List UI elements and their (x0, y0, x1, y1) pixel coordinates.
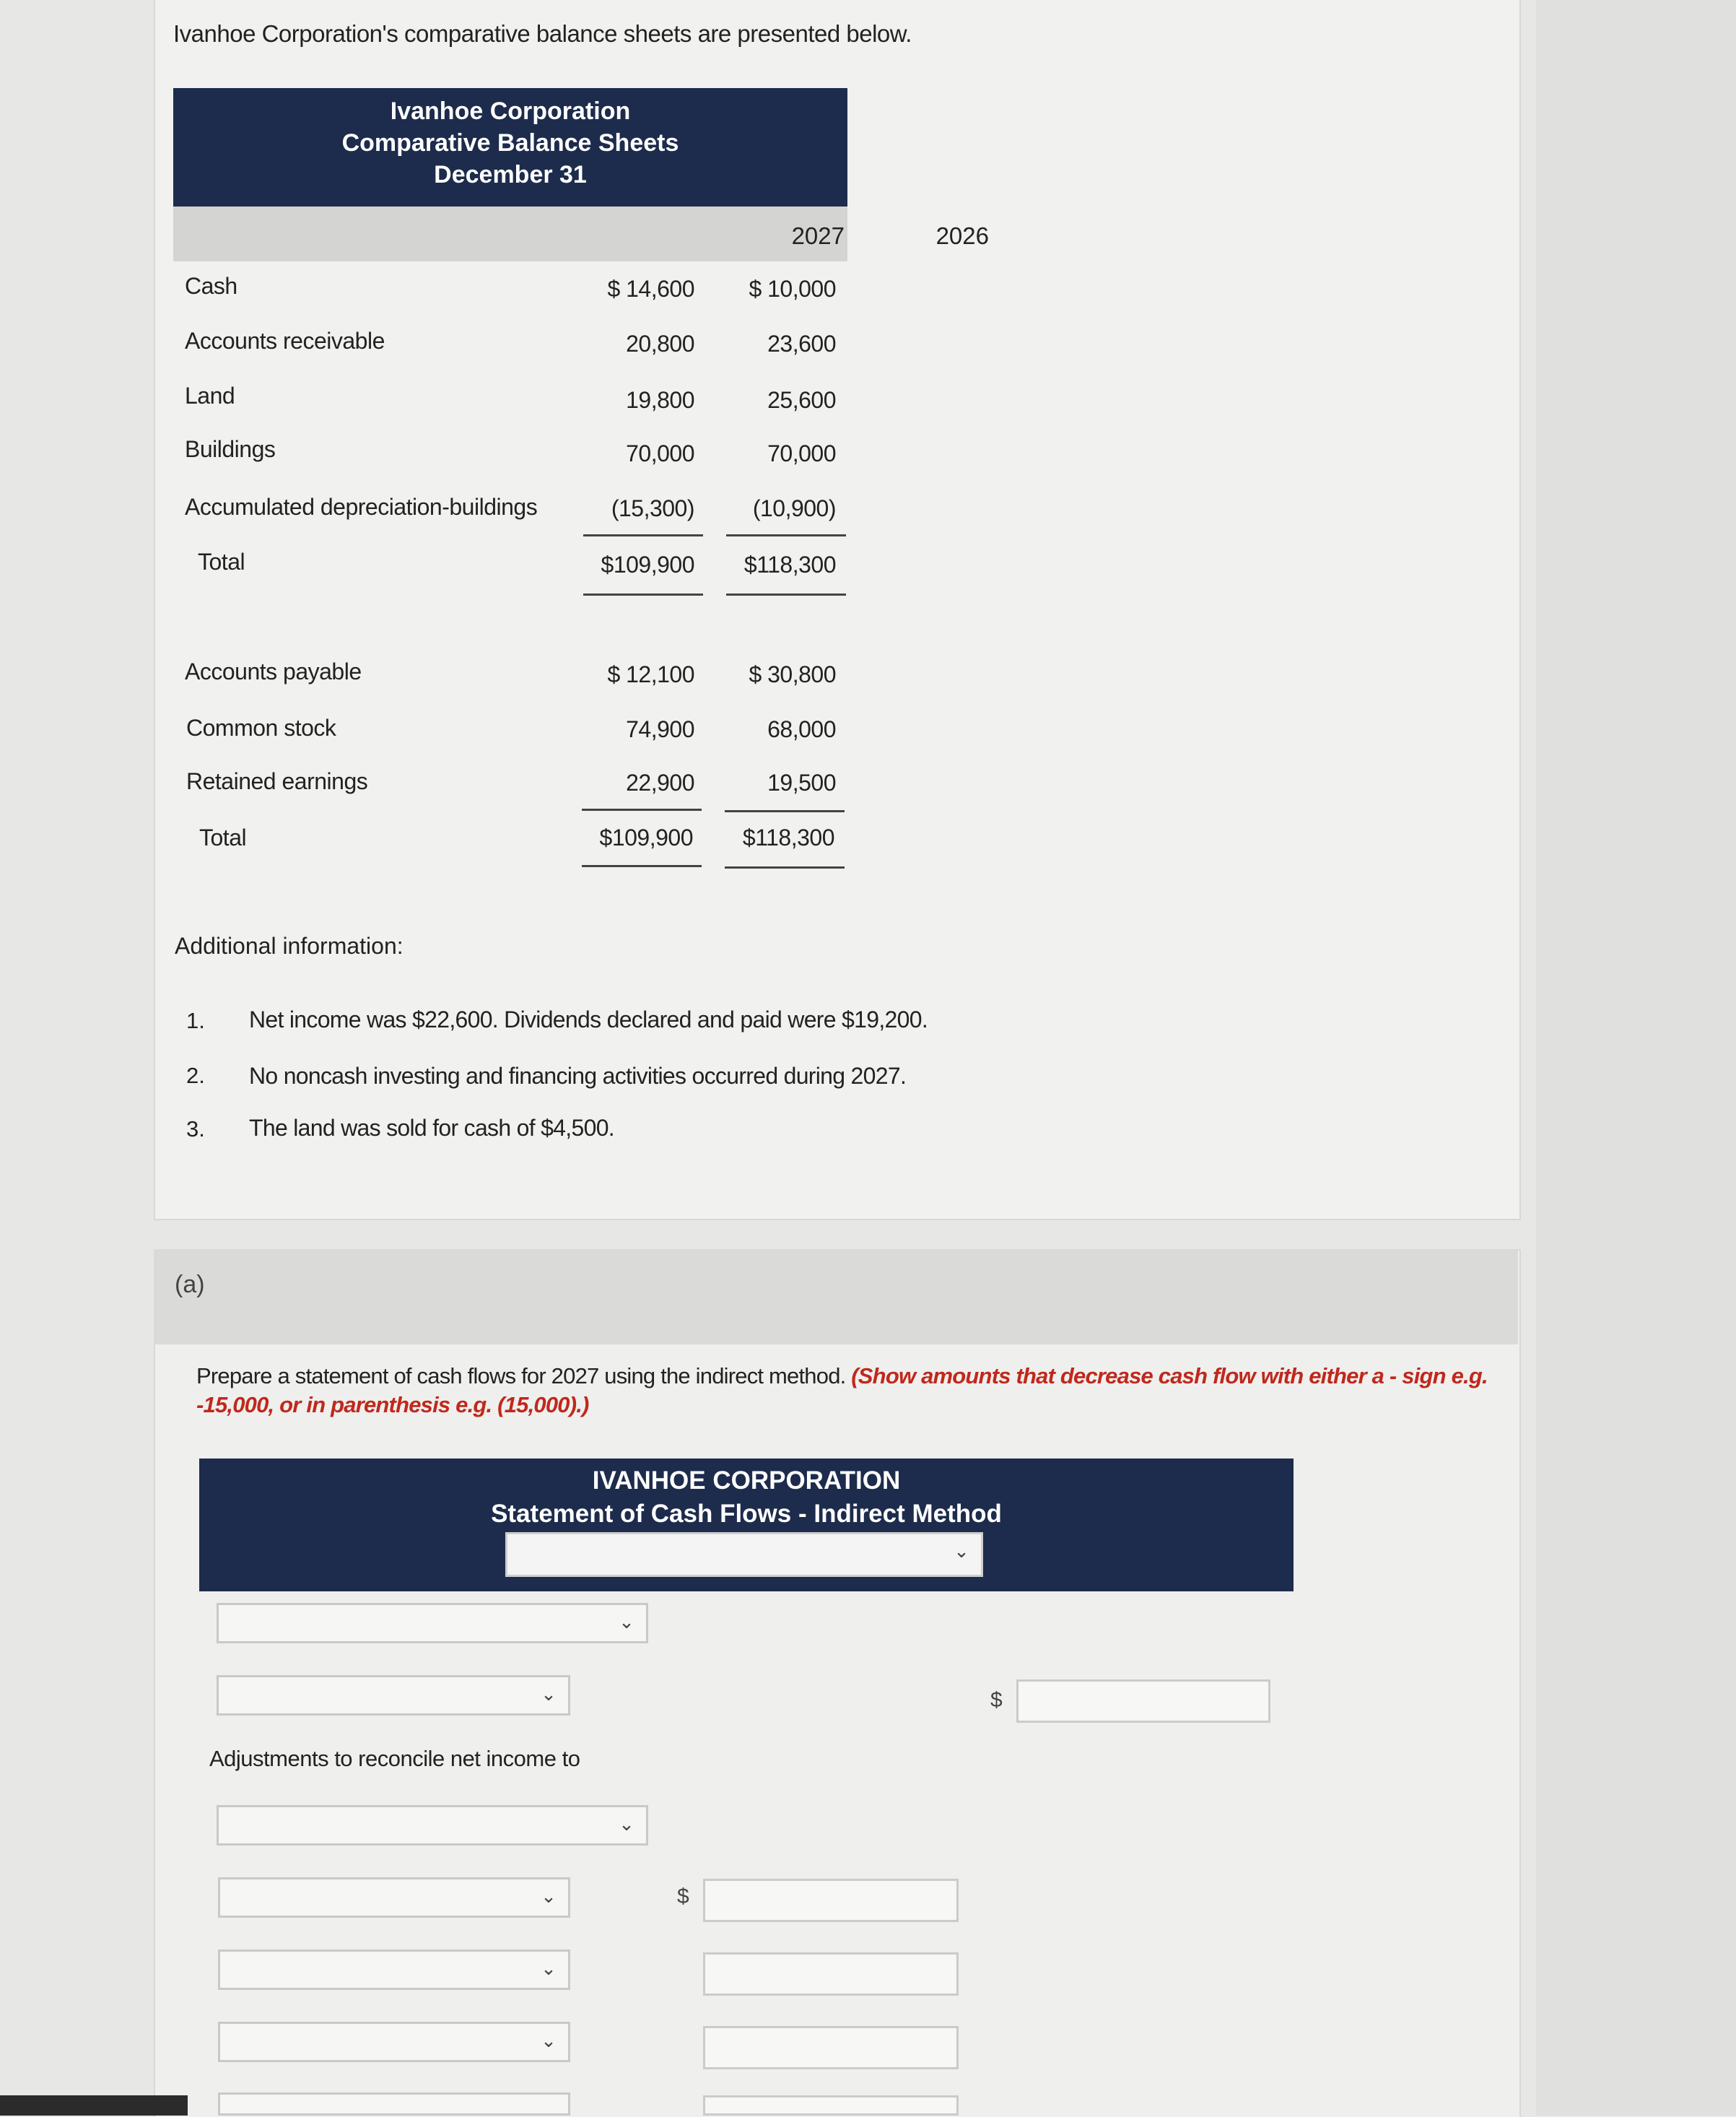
part-label: (a) (175, 1271, 205, 1298)
cell-2027: 22,900 (626, 770, 694, 796)
dollar-sign: $ (990, 1688, 1003, 1712)
underline (582, 809, 702, 811)
chevron-down-icon: ⌄ (619, 1813, 634, 1835)
row-label: Common stock (186, 715, 336, 741)
cell-2027: $ 14,600 (607, 276, 694, 302)
cell-2027: 19,800 (626, 387, 694, 413)
cell-2027: (15,300) (611, 495, 694, 521)
instruction-main: Prepare a statement of cash flows for 2027 using the indirect method. (196, 1363, 846, 1388)
section-dropdown[interactable] (217, 1603, 648, 1643)
cell-2026: 23,600 (767, 331, 836, 357)
balance-sheet-header (173, 88, 847, 207)
adjustment-item-dropdown[interactable] (218, 2022, 570, 2062)
underline (726, 534, 846, 536)
cell-2027: 70,000 (626, 440, 694, 466)
double-underline (725, 866, 845, 869)
instruction-text (196, 1362, 1488, 1420)
cell-2026: (10,900) (752, 495, 836, 521)
assets-total-label: Total (198, 549, 245, 575)
list-number: 2. (186, 1063, 205, 1088)
adjustment-amount-input[interactable] (703, 2026, 959, 2069)
double-underline (583, 594, 703, 596)
bottom-bar (0, 2095, 188, 2116)
chevron-down-icon: ⌄ (619, 1611, 634, 1633)
double-underline (582, 865, 702, 867)
underline (725, 810, 845, 812)
net-income-dropdown[interactable] (217, 1675, 570, 1716)
liabilities-total-2027: $109,900 (599, 825, 693, 851)
statement-date: December 31 (434, 161, 587, 188)
adjustment-amount-input[interactable] (703, 1879, 959, 1922)
row-label: Accounts receivable (185, 328, 385, 354)
underline (583, 534, 703, 536)
cell-2027: $ 12,100 (607, 661, 694, 687)
cell-2026: $ 10,000 (749, 276, 836, 302)
adjustment-item-dropdown[interactable] (218, 1949, 570, 1990)
intro-text: Ivanhoe Corporation's comparative balance sheets are presented below. (173, 20, 912, 47)
adjustments-label: Adjustments to reconcile net income to (209, 1746, 580, 1771)
adjustment-item-dropdown[interactable] (218, 2092, 570, 2116)
instruction-note: (Show amounts that decrease cash flow with either a - sign e.g. -15,000, or in parenthesis e.g. (15,000).) (196, 1363, 1488, 1417)
cell-2026: 19,500 (767, 770, 836, 796)
year-header-row (173, 207, 989, 261)
adjustments-dropdown[interactable] (217, 1805, 648, 1846)
chevron-down-icon: ⌄ (954, 1540, 969, 1562)
adjustment-item-dropdown[interactable] (218, 1877, 570, 1918)
background-pane (1536, 0, 1736, 2116)
list-item: Net income was $22,600. Dividends declared and paid were $19,200. (249, 1007, 928, 1033)
adjustment-amount-input[interactable] (703, 1952, 959, 1996)
chevron-down-icon: ⌄ (541, 1957, 557, 1979)
chevron-down-icon: ⌄ (541, 1683, 557, 1705)
additional-info-heading: Additional information: (175, 933, 404, 959)
chevron-down-icon: ⌄ (541, 2030, 557, 2051)
cell-2026: $ 30,800 (749, 661, 836, 687)
row-label: Accounts payable (185, 658, 362, 684)
row-label: Buildings (185, 436, 276, 462)
cell-2027: 20,800 (626, 331, 694, 357)
cell-2026: 68,000 (767, 716, 836, 742)
dollar-sign: $ (677, 1885, 689, 1908)
double-underline (726, 594, 846, 596)
company-name: Ivanhoe Corporation (390, 97, 631, 125)
list-number: 3. (186, 1116, 205, 1142)
cell-2026: 25,600 (767, 387, 836, 413)
row-label: Land (185, 383, 235, 409)
row-label: Retained earnings (186, 768, 368, 794)
adjustment-amount-input[interactable] (703, 2095, 959, 2116)
chevron-down-icon: ⌄ (541, 1885, 557, 1907)
period-dropdown[interactable] (505, 1532, 983, 1577)
statement-company-name: IVANHOE CORPORATION (592, 1466, 901, 1495)
list-number: 1. (186, 1008, 205, 1033)
year-2026-header: 2026 (935, 222, 989, 249)
liabilities-total-label: Total (199, 825, 247, 851)
cell-2026: 70,000 (767, 440, 836, 466)
statement-name: Comparative Balance Sheets (341, 129, 679, 157)
assets-total-2027: $109,900 (601, 552, 694, 578)
statement-title: Statement of Cash Flows - Indirect Method (491, 1500, 1002, 1528)
question-card-header (154, 1249, 1518, 1344)
list-item: The land was sold for cash of $4,500. (249, 1115, 614, 1141)
row-label: Cash (185, 273, 237, 299)
cell-2027: 74,900 (626, 716, 694, 742)
row-label: Accumulated depreciation-buildings (185, 494, 538, 520)
net-income-input[interactable] (1016, 1679, 1270, 1723)
list-item: No noncash investing and financing activities occurred during 2027. (249, 1063, 907, 1089)
liabilities-total-2026: $118,300 (742, 825, 834, 851)
year-2027-header: 2027 (791, 222, 845, 249)
assets-total-2026: $118,300 (743, 552, 836, 578)
